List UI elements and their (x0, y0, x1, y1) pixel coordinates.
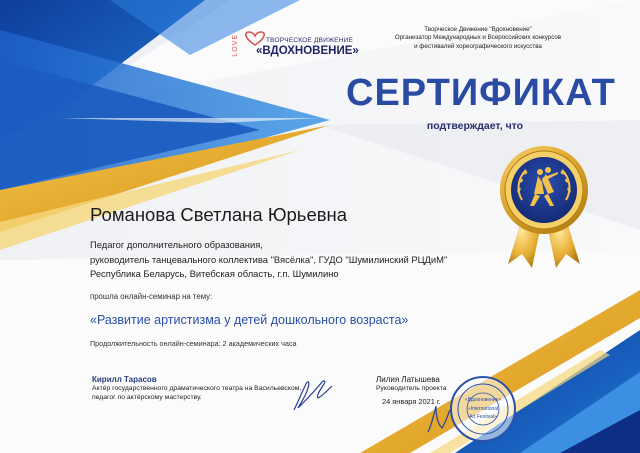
organizer-block (378, 26, 578, 51)
recipient-line: Педагог дополнительного образования, (90, 239, 263, 250)
organizer-line: Организатор Международных и Всероссийских конкурсов (394, 34, 562, 42)
seminar-duration: Продолжительность онлайн-семинара: 2 академических часа (90, 339, 297, 348)
recipient-line: Республика Беларусь, Витебская область, г.п. Шумилино (90, 268, 339, 280)
stamp-text: «Вдохновение» (464, 397, 502, 403)
logo-small-text: ТВОРЧЕСКОЕ ДВИЖЕНИЕ (266, 37, 354, 44)
recipient-name: Романова Светлана Юрьевна (90, 204, 348, 225)
signer1-role (92, 385, 302, 403)
signer2-date: 24 января 2021 г. (382, 397, 441, 406)
heart-icon (242, 30, 268, 46)
signature-1 (288, 372, 336, 414)
signer1-name: Кирилл Тарасов (92, 375, 157, 384)
signer1-role-line: педагог по актёрскому мастерству. (92, 393, 202, 401)
organizer-line: и фестивалей хореографического искусства (414, 42, 542, 50)
logo-side-text: LOVE (232, 34, 239, 57)
signer1-role-line: Актёр государственного драматического театра на Васильевском, (92, 385, 302, 392)
certificate-subtitle: подтверждает, что (426, 120, 524, 132)
stamp-text: «International (467, 406, 499, 412)
stamp-seal (448, 374, 518, 444)
signer2-role: Руководитель проекта (376, 385, 447, 392)
passed-label: прошла онлайн-семинар на тему: (90, 292, 213, 301)
recipient-line: руководитель танцевального коллектива "Вясёлка", ГУДО "Шумилинский РЦДиМ" (90, 253, 448, 265)
organizer-line: Творческое Движение "Вдохновение" (424, 26, 532, 33)
stamp-text: Art Festival» (469, 414, 497, 420)
seminar-topic: «Развитие артистизма у детей дошкольного возраста» (90, 313, 409, 327)
logo (232, 28, 362, 66)
certificate-title: СЕРТИФИКАТ (346, 72, 616, 114)
medal-icon (486, 142, 602, 272)
logo-big-text: «ВДОХНОВЕНИЕ» (256, 45, 359, 57)
recipient-description (90, 238, 447, 282)
signer2-name: Лилия Латышева (376, 375, 440, 384)
